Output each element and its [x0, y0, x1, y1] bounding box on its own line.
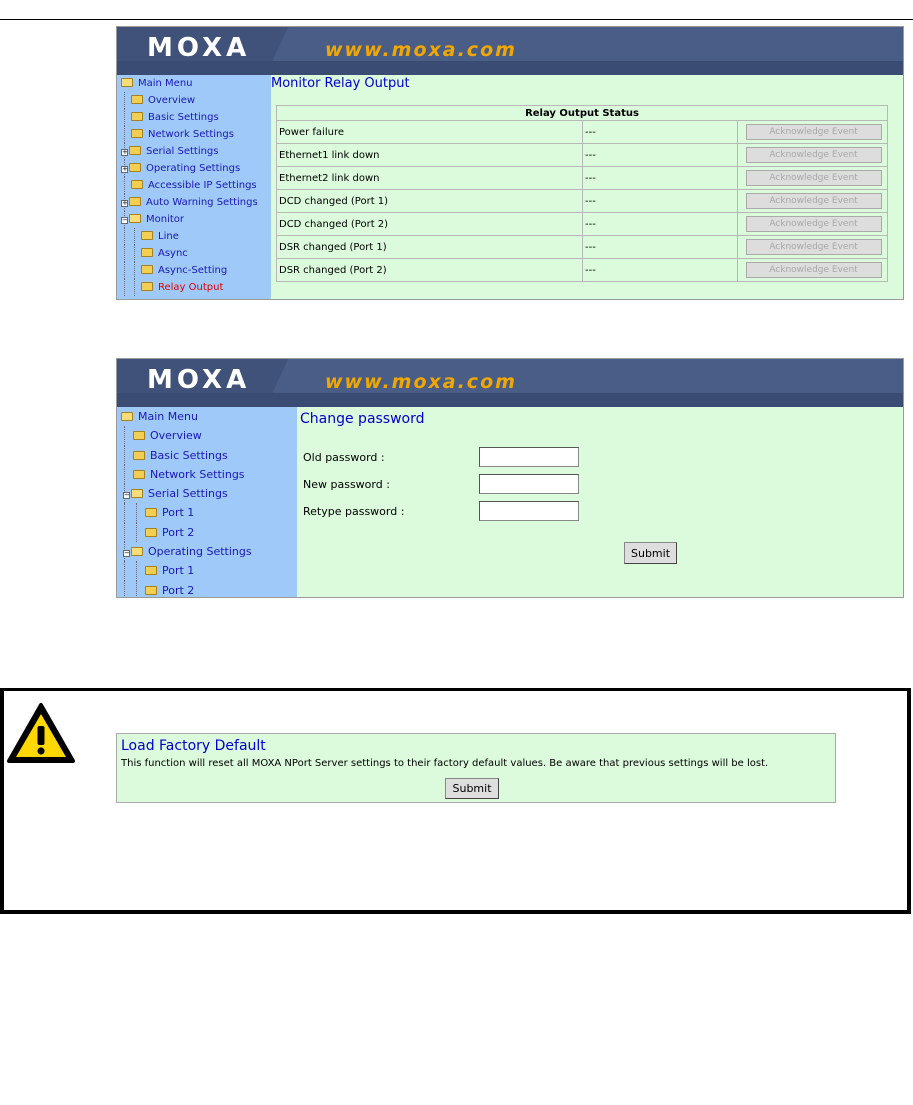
expand-icon[interactable]: + [122, 148, 128, 156]
event-status: --- [583, 121, 738, 144]
sidebar-item-network-settings[interactable] [117, 126, 271, 143]
event-action-cell [738, 121, 888, 144]
sidebar-item-operating-settings[interactable] [117, 160, 271, 177]
sidebar-item-label: Port 1 [162, 506, 195, 520]
table-row [277, 236, 888, 259]
folder-icon [131, 95, 143, 104]
folder-open-icon [121, 412, 133, 421]
sidebar-item-label: Network Settings [148, 129, 234, 140]
collapse-icon[interactable]: − [124, 549, 130, 558]
sidebar-item-label: Async-Setting [158, 265, 228, 276]
folder-open-icon [131, 489, 143, 498]
folder-icon [141, 231, 153, 240]
table-row [277, 144, 888, 167]
acknowledge-event-button[interactable]: Acknowledge Event [746, 170, 882, 186]
acknowledge-event-button[interactable]: Acknowledge Event [746, 239, 882, 255]
load-factory-default-panel [116, 733, 836, 803]
sidebar-item-async[interactable] [117, 245, 271, 262]
relay-output-screenshot [116, 26, 904, 300]
sidebar-item-label: Basic Settings [150, 448, 228, 462]
event-action-cell [738, 259, 888, 282]
event-name: Power failure [277, 121, 583, 144]
sidebar-item-main-menu[interactable] [117, 75, 271, 92]
change-password-screenshot [116, 358, 904, 598]
event-status: --- [583, 236, 738, 259]
expand-icon[interactable]: + [122, 165, 128, 173]
folder-icon [141, 248, 153, 257]
sidebar-item-overview[interactable] [117, 92, 271, 109]
folder-icon [133, 451, 145, 460]
event-action-cell [738, 236, 888, 259]
sidebar-item-label: Relay Output [158, 282, 224, 293]
sidebar-item-label: Basic Settings [148, 112, 219, 123]
sidebar-item-label: Operating Settings [146, 163, 241, 174]
page-title: Change password [300, 411, 425, 427]
sidebar-item-basic-settings[interactable] [117, 446, 297, 465]
new-password-label: New password : [303, 478, 390, 491]
collapse-icon[interactable]: − [124, 491, 130, 500]
old-password-field[interactable] [479, 447, 579, 467]
sidebar-item-label: Line [158, 231, 179, 242]
event-action-cell [738, 190, 888, 213]
sidebar-item-label: Main Menu [138, 78, 193, 89]
moxa-logo: MOXA [147, 33, 251, 63]
sidebar-item-async-setting[interactable] [117, 262, 271, 279]
acknowledge-event-button[interactable]: Acknowledge Event [746, 193, 882, 209]
sidebar-menu [117, 407, 297, 597]
sidebar-item-port-2[interactable] [117, 523, 297, 542]
acknowledge-event-button[interactable]: Acknowledge Event [746, 124, 882, 140]
folder-icon [131, 112, 143, 121]
acknowledge-event-button[interactable]: Acknowledge Event [746, 262, 882, 278]
folder-icon [129, 146, 141, 155]
sidebar-item-label: Accessible IP Settings [148, 180, 257, 191]
folder-icon [141, 265, 153, 274]
sidebar-item-label: Operating Settings [148, 545, 252, 559]
event-status: --- [583, 259, 738, 282]
sidebar-item-port-1[interactable] [117, 561, 297, 580]
table-row [277, 259, 888, 282]
folder-icon [131, 180, 143, 189]
relay-status-table [276, 105, 888, 282]
folder-icon [131, 129, 143, 138]
page-top-rule [0, 19, 913, 20]
moxa-header [117, 359, 903, 407]
event-name: Ethernet2 link down [277, 167, 583, 190]
event-name: DCD changed (Port 2) [277, 213, 583, 236]
event-status: --- [583, 213, 738, 236]
sidebar-item-label: Overview [148, 95, 196, 106]
factory-default-description: This function will reset all MOXA NPort Server settings to their factory default values. Be aware that previous settings will be lost. [121, 758, 769, 769]
folder-icon [133, 470, 145, 479]
sidebar-item-basic-settings[interactable] [117, 109, 271, 126]
relay-content [271, 75, 903, 299]
folder-icon [145, 528, 157, 537]
retype-password-label: Retype password : [303, 505, 405, 518]
expand-icon[interactable]: + [122, 199, 128, 207]
event-action-cell [738, 213, 888, 236]
sidebar-item-main-menu[interactable] [117, 407, 297, 426]
sidebar-item-port-1[interactable] [117, 503, 297, 522]
sidebar-item-line[interactable] [117, 228, 271, 245]
event-status: --- [583, 190, 738, 213]
warning-triangle-icon [6, 701, 76, 765]
event-name: Ethernet1 link down [277, 144, 583, 167]
table-row [277, 213, 888, 236]
sidebar-item-monitor[interactable] [117, 211, 271, 228]
sidebar-item-relay-output[interactable] [117, 279, 271, 296]
event-name: DSR changed (Port 2) [277, 259, 583, 282]
sidebar-item-label: Network Settings [150, 467, 245, 481]
event-name: DSR changed (Port 1) [277, 236, 583, 259]
folder-open-icon [129, 214, 141, 223]
sidebar-item-serial-settings[interactable] [117, 484, 297, 503]
event-action-cell [738, 144, 888, 167]
submit-button[interactable]: Submit [445, 778, 499, 799]
folder-icon [133, 431, 145, 440]
sidebar-item-label: Port 1 [162, 564, 195, 578]
retype-password-field[interactable] [479, 501, 579, 521]
sidebar-item-label: Serial Settings [148, 487, 228, 501]
new-password-field[interactable] [479, 474, 579, 494]
sidebar-item-label: Port 2 [162, 525, 195, 539]
password-content [297, 407, 903, 597]
sidebar-item-label: Port 2 [162, 583, 195, 597]
page-title: Monitor Relay Output [271, 76, 410, 91]
sidebar-item-operating-settings[interactable] [117, 542, 297, 561]
table-row [277, 121, 888, 144]
event-status: --- [583, 144, 738, 167]
event-action-cell [738, 167, 888, 190]
folder-open-icon [121, 78, 133, 87]
sidebar-item-label: Main Menu [138, 410, 198, 423]
table-row [277, 190, 888, 213]
sidebar-item-serial-settings[interactable] [117, 143, 271, 160]
sidebar-item-network-settings[interactable] [117, 465, 297, 484]
sidebar-item-overview[interactable] [117, 426, 297, 445]
sidebar-item-port-2[interactable] [117, 581, 297, 598]
acknowledge-event-button[interactable]: Acknowledge Event [746, 216, 882, 232]
folder-icon [145, 566, 157, 575]
sidebar-menu [117, 75, 271, 299]
moxa-url[interactable]: www.moxa.com [325, 371, 517, 393]
old-password-label: Old password : [303, 451, 385, 464]
sidebar-item-auto-warning-settings[interactable] [117, 194, 271, 211]
moxa-url[interactable]: www.moxa.com [325, 39, 517, 61]
moxa-logo: MOXA [147, 365, 251, 395]
sidebar-item-label: Auto Warning Settings [146, 197, 258, 208]
sidebar-item-label: Monitor [146, 214, 185, 225]
sidebar-item-accessible-ip-settings[interactable] [117, 177, 271, 194]
page-title: Load Factory Default [121, 738, 266, 754]
folder-icon [129, 197, 141, 206]
acknowledge-event-button[interactable]: Acknowledge Event [746, 147, 882, 163]
folder-icon [141, 282, 153, 291]
table-header: Relay Output Status [277, 106, 888, 121]
folder-icon [129, 163, 141, 172]
folder-open-icon [131, 547, 143, 556]
sidebar-item-label: Async [158, 248, 188, 259]
sidebar-item-label: Overview [150, 429, 202, 443]
moxa-header [117, 27, 903, 75]
folder-icon [145, 508, 157, 517]
table-row [277, 167, 888, 190]
event-status: --- [583, 167, 738, 190]
submit-button[interactable]: Submit [624, 542, 677, 564]
folder-icon [145, 586, 157, 595]
sidebar-item-label: Serial Settings [146, 146, 219, 157]
event-name: DCD changed (Port 1) [277, 190, 583, 213]
collapse-icon[interactable]: − [122, 216, 128, 224]
